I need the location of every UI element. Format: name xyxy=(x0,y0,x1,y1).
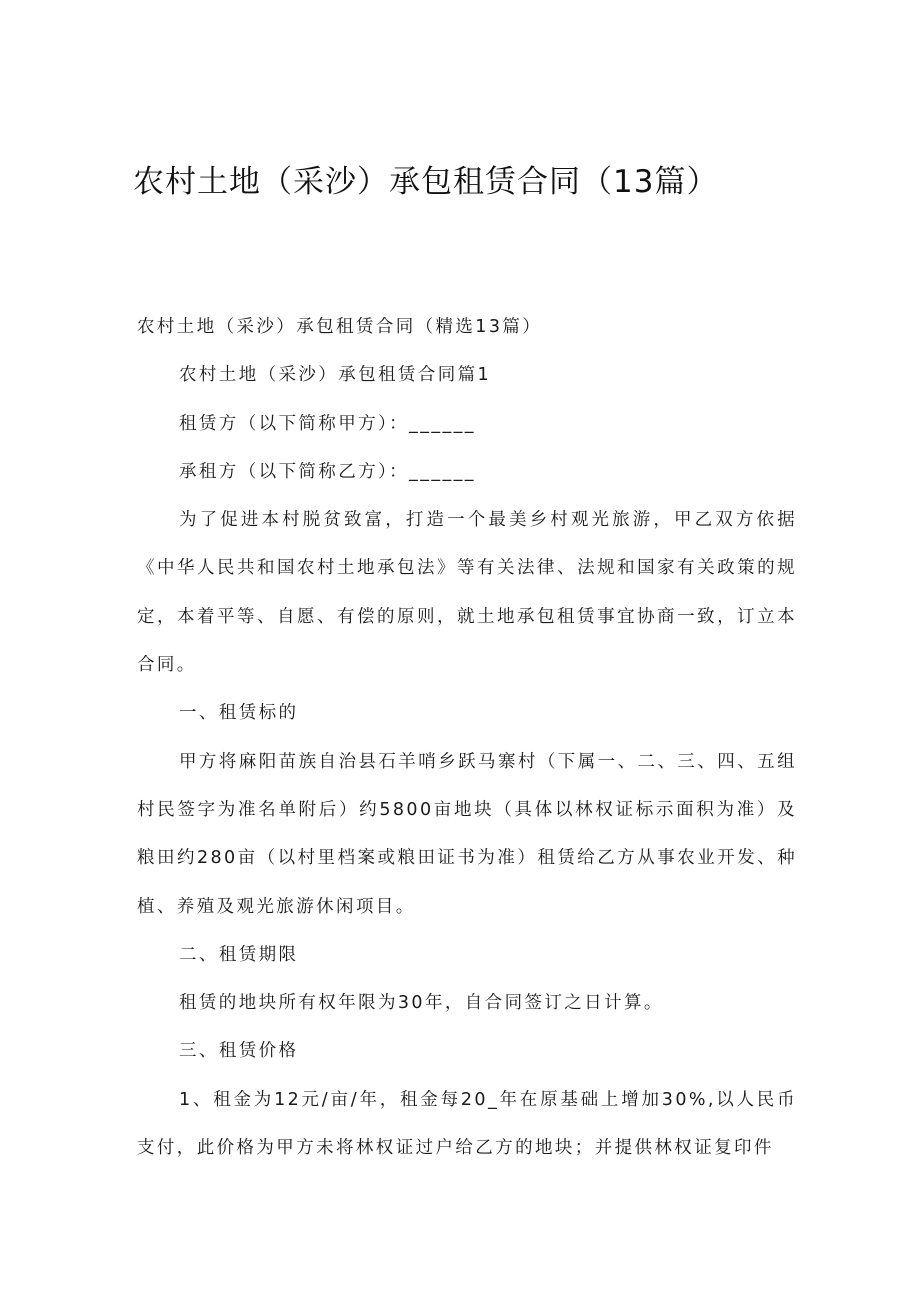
clause-heading-3: 三、租赁价格 xyxy=(179,1041,299,1062)
subtitle: 农村土地（采沙）承包租赁合同（精选13篇） xyxy=(137,317,543,337)
document-title: 农村土地（采沙）承包租赁合同（13篇） xyxy=(133,164,719,200)
clause-heading-1: 一、租赁标的 xyxy=(179,703,299,724)
section-heading: 农村土地（采沙）承包租赁合同篇1 xyxy=(179,365,492,386)
clause-body-1: 甲方将麻阳苗族自治县石羊哨乡跃马寨村（下属一、二、三、四、五组村民签字为准名单附后）约5800亩地块（具体以林权证标示面积为准）及粮田约280亩（以村里档案或粮田证书为准）租赁给乙方从事农业开发、种植、养殖及观光旅游休闲项目。 xyxy=(137,751,797,917)
clause-body-3: 1、租金为12元/亩/年，租金每20_年在原基础上增加30%,以人民币支付，此价格为甲方未将林权证过户给乙方的地块；并提供林权证复印件 xyxy=(137,1089,797,1159)
party-b-line: 承租方（以下简称乙方）：______ xyxy=(179,461,476,482)
preamble-paragraph: 为了促进本村脱贫致富，打造一个最美乡村观光旅游，甲乙双方依据《中华人民共和国农村土地承包法》等有关法律、法规和国家有关政策的规定，本着平等、自愿、有偿的原则，就土地承包租赁事宜协商一致，订立本合同。 xyxy=(137,510,797,676)
document-body xyxy=(137,303,797,1172)
clause-body-2: 租赁的地块所有权年限为30年，自合同签订之日计算。 xyxy=(179,993,664,1014)
clause-heading-2: 二、租赁期限 xyxy=(179,944,299,965)
party-a-line: 租赁方（以下简称甲方）：______ xyxy=(179,413,476,434)
